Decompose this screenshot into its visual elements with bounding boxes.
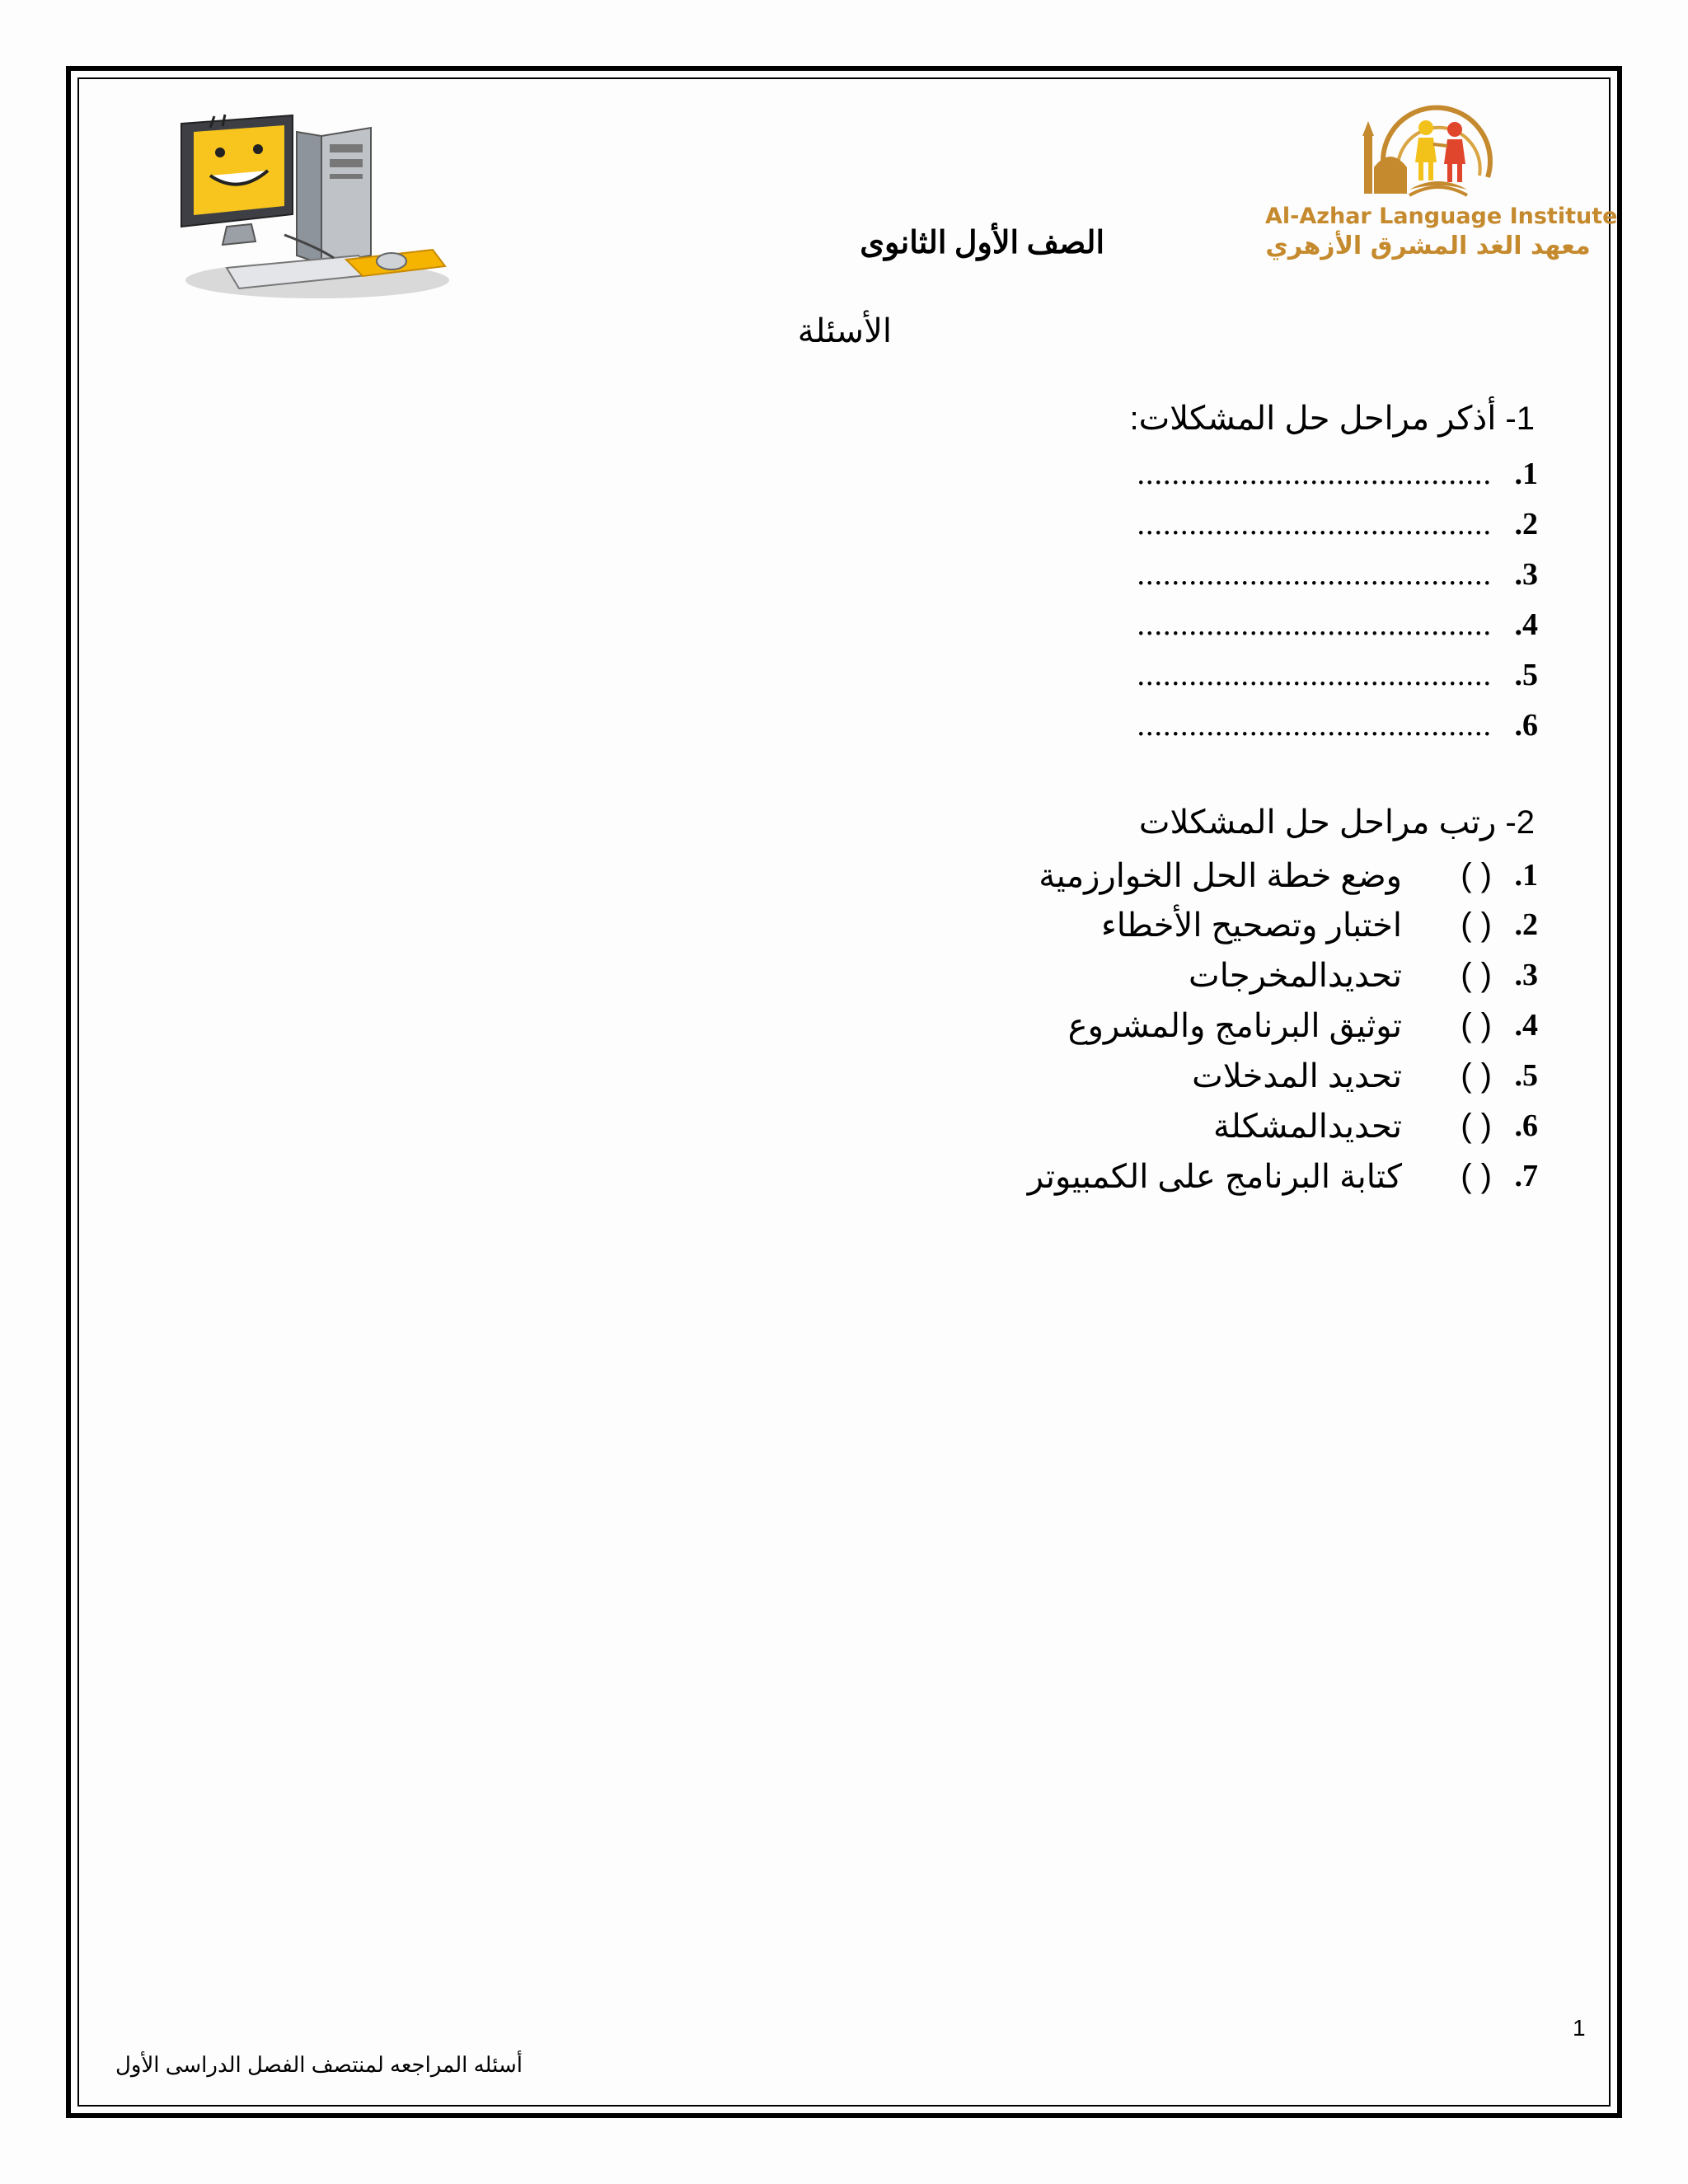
item-number: 7.	[1514, 1159, 1538, 1193]
order-blank[interactable]: ( )	[1461, 1158, 1492, 1194]
item-number: 2.	[1514, 907, 1538, 942]
stage-text: وضع خطة الحل الخوارزمية	[1039, 858, 1402, 894]
answer-line[interactable]	[1010, 707, 1538, 748]
order-blank[interactable]: ( )	[1461, 1108, 1492, 1144]
logo-arabic-name: معهد الغد المشرق الأزهري	[1265, 232, 1591, 260]
footer-caption: أسئله المراجعه لمنتصف الفصل الدراسى الأول	[115, 2052, 523, 2077]
item-number: 5.	[1514, 658, 1538, 692]
item-number: 1.	[1514, 457, 1538, 491]
order-blank[interactable]: ( )	[1461, 907, 1492, 943]
stage-text: توثيق البرنامج والمشروع	[1067, 1008, 1402, 1044]
answer-blank[interactable]: .........................................	[1137, 658, 1492, 692]
answer-blank[interactable]: .........................................	[1137, 507, 1492, 541]
questions-title: الأسئلة	[797, 312, 892, 349]
page-number: 1	[1573, 2015, 1586, 2041]
answer-line[interactable]	[1010, 607, 1538, 648]
item-number: 6.	[1514, 1108, 1538, 1143]
answer-line[interactable]	[1010, 556, 1538, 598]
answer-line[interactable]	[1010, 456, 1538, 497]
item-number: 5.	[1514, 1058, 1538, 1093]
grade-title: الصف الأول الثانوى	[860, 226, 1104, 260]
order-blank[interactable]: ( )	[1461, 1007, 1492, 1043]
order-blank[interactable]: ( )	[1461, 957, 1492, 993]
answer-line[interactable]	[1010, 657, 1538, 698]
answer-blank[interactable]: .........................................	[1137, 457, 1492, 491]
item-number: 4.	[1514, 1008, 1538, 1043]
question-1-heading: 1- أذكر مراحل حل المشكلات:	[1129, 401, 1535, 437]
answer-line[interactable]	[1010, 506, 1538, 547]
order-blank[interactable]: ( )	[1461, 857, 1492, 893]
stage-text: تحديد المدخلات	[1192, 1058, 1402, 1094]
logo-english-name: Al-Azhar Language Institute	[1265, 204, 1618, 229]
order-blank[interactable]: ( )	[1461, 1057, 1492, 1094]
stage-text: تحديدالمشكلة	[1213, 1108, 1402, 1145]
stage-text: كتابة البرنامج على الكمبيوتر	[1027, 1159, 1402, 1195]
stage-text: تحديدالمخرجات	[1189, 958, 1402, 994]
institute-logo	[1265, 103, 1618, 268]
computer-clipart	[161, 111, 457, 321]
item-number: 2.	[1514, 507, 1538, 541]
answer-blank[interactable]: .........................................	[1137, 708, 1492, 743]
answer-blank[interactable]: .........................................	[1137, 607, 1492, 642]
item-number: 3.	[1514, 958, 1538, 992]
item-number: 4.	[1514, 607, 1538, 642]
question-2-heading: 2- رتب مراحل حل المشكلات	[1138, 804, 1535, 841]
stage-text: اختبار وتصحيح الأخطاء	[1100, 907, 1402, 944]
logo-emblem-icon	[1356, 103, 1500, 202]
answer-blank[interactable]: .........................................	[1137, 557, 1492, 592]
item-number: 1.	[1514, 858, 1538, 893]
item-number: 6.	[1514, 708, 1538, 743]
item-number: 3.	[1514, 557, 1538, 592]
